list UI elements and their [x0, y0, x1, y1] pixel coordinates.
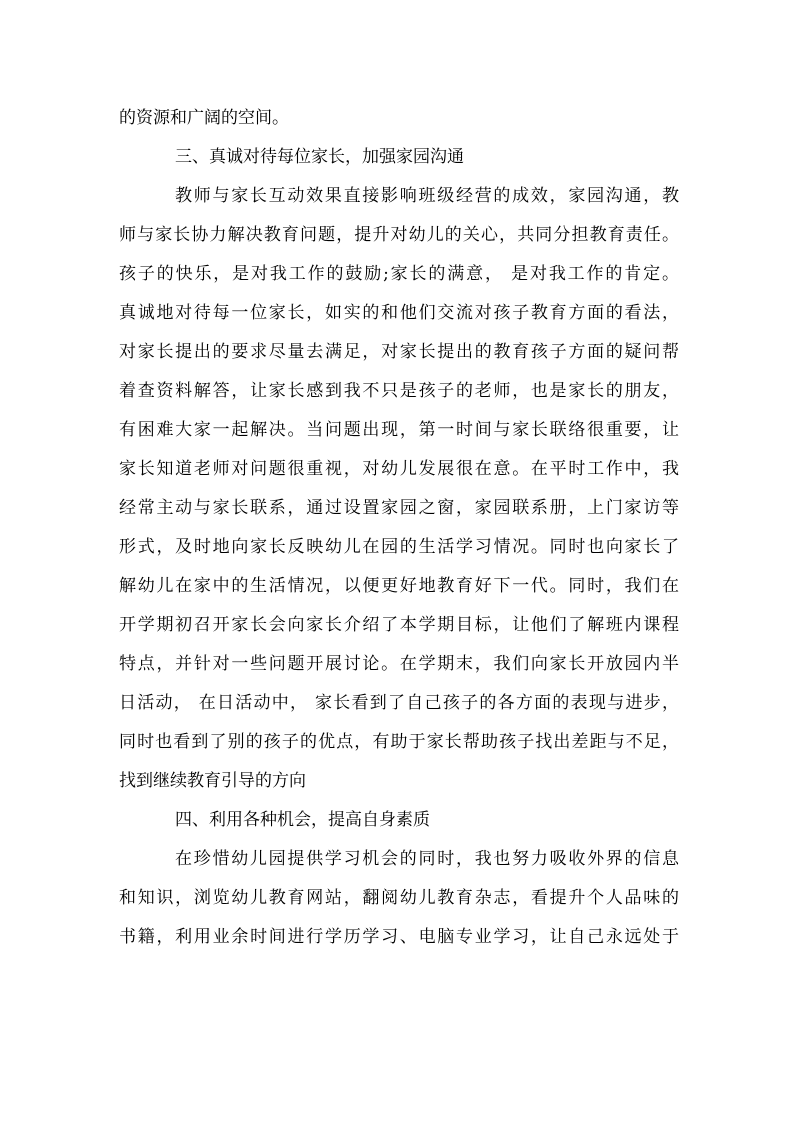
text-line: 开学期初召开家长会向家长介绍了本学期目标，让他们了解班内课程: [119, 615, 679, 635]
text-line: 和知识，浏览幼儿教育网站，翻阅幼儿教育杂志，看提升个人品味的: [119, 888, 679, 908]
text-line: 书籍，利用业余时间进行学历学习、电脑专业学习，让自己永远处于: [119, 927, 679, 947]
text-line: 形式，及时地向家长反映幼儿在园的生活学习情况。同时也向家长了: [119, 537, 679, 557]
text-line: 同时也看到了别的孩子的优点，有助于家长帮助孩子找出差距与不足，: [119, 732, 679, 752]
text-line: 特点，并针对一些问题开展讨论。在学期末，我们向家长开放园内半: [119, 654, 679, 674]
text-line: 教师与家长互动效果直接影响班级经营的成效，家园沟通，教: [175, 186, 679, 206]
text-line: 师与家长协力解决教育问题，提升对幼儿的关心，共同分担教育责任。: [119, 225, 679, 245]
text-line: 在珍惜幼儿园提供学习机会的同时，我也努力吸收外界的信息: [175, 849, 679, 869]
text-line: 家长知道老师对问题很重视，对幼儿发展很在意。在平时工作中，我: [119, 459, 679, 479]
text-line: 有困难大家一起解决。当问题出现，第一时间与家长联络很重要，让: [119, 420, 679, 440]
text-line: 着查资料解答，让家长感到我不只是孩子的老师，也是家长的朋友，: [119, 381, 679, 401]
document-body: [119, 100, 679, 958]
text-line: 经常主动与家长联系，通过设置家园之窗，家园联系册，上门家访等: [119, 498, 679, 518]
text-line: 解幼儿在家中的生活情况，以便更好地教育好下一代。同时，我们在: [119, 576, 679, 596]
text-line: 找到继续教育引导的方向: [119, 771, 306, 791]
text-line: 三、真诚对待每位家长，加强家园沟通: [175, 147, 464, 167]
text-line: 孩子的快乐，是对我工作的鼓励;家长的满意， 是对我工作的肯定。: [119, 264, 679, 284]
text-line: 真诚地对待每一位家长，如实的和他们交流对孩子教育方面的看法，: [119, 303, 679, 323]
text-line: 对家长提出的要求尽量去满足，对家长提出的教育孩子方面的疑问帮: [119, 342, 679, 362]
text-line: 日活动， 在日活动中， 家长看到了自己孩子的各方面的表现与进步，: [119, 693, 679, 713]
text-line: 的资源和广阔的空间。: [119, 108, 289, 128]
text-line: 四、利用各种机会，提高自身素质: [175, 810, 430, 830]
